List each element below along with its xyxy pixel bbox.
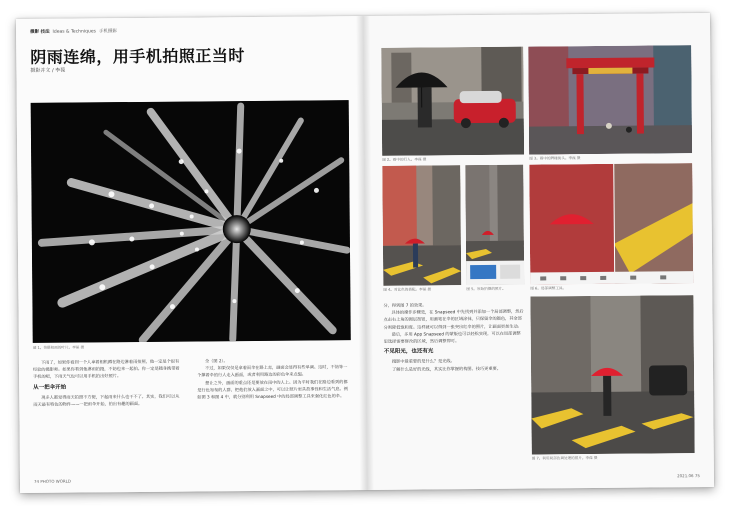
snapseed-screenshot: [465, 165, 524, 286]
paragraph: 想让之外，画面的重点还是要放在雨中的人上。因为平时我们在路边看到的都是行色匆匆的人群，把他们放入画面之中，可以让照片更具故事性和生活气息。例如图 3 和图 4 中，就分别利用 Snapseed 中的局部调整工具来强化红色的伞。: [197, 378, 348, 400]
paragraph: 分，得到图 7 的效果。: [383, 302, 427, 308]
paragraph: 全（图 2）。: [204, 358, 228, 364]
umbrella-taxi-photo: [381, 47, 524, 156]
paragraph: 最后，多用 App Snapseed 的蒙版也可以轻松实现，可以在局部调整里选择需要修改的区域，然后调整即可。: [383, 330, 521, 344]
section-heading: 从一把伞开始: [33, 384, 67, 391]
running-header: 摄影 技法 Ideas & Techniques 手机摄影: [30, 29, 117, 35]
red-umbrella-street-photo: [382, 165, 461, 286]
page-folio: 2021.06 75: [677, 473, 700, 479]
paragraph: 不过，如果仅仅是拿着雨伞在路上走，画面会显得有些单调。这时，不妨等一个撑着伞的行人走入画面，或者利用路边的彩色伞来点缀。: [197, 364, 348, 378]
red-gate-street-photo: [528, 45, 692, 154]
photo-caption: 图 5。原始拍摄的照片。: [466, 286, 506, 292]
paragraph: 摄影中最重要的是什么？是光线。: [391, 358, 455, 365]
magazine-spread: [16, 13, 714, 493]
photo-caption: 图 1。拍摄积雨的叶片。李葆 摄: [32, 345, 85, 350]
paragraph: 下雨了，如果你看到一个人拿着相机蹲在路边淋着雨拍照，他一定是个很有经验的摄影师。如果你看到他淋雨拍摄，不妨也来一起拍。你一定是随身携带着手机的吧，下雨天气也可以用手机拍出好照片。: [32, 358, 180, 380]
paragraph: 了解什么是好的光线，其实比你掌握的构图、技巧更重要。: [391, 365, 501, 372]
paragraph: 现多人都觉得雨天拍照不方便，下起雨来什么也干不了。其实，我们可以从雨天最有特色的物件——一把雨伞开始，拍出有趣的画面。: [33, 393, 180, 407]
byline: 摄影并文 / 李葆: [30, 67, 66, 74]
left-page: [16, 16, 367, 493]
text-column-3: [383, 301, 525, 373]
photo-caption: 图 7。利用局部色调处理的照片。李葆 摄: [531, 455, 598, 461]
leaf-raindrop-photo: [31, 100, 351, 343]
section-heading: 不见阳光，也还有光: [383, 348, 434, 356]
photo-caption: 图 4。对比色的搭配。李葆 摄: [383, 287, 432, 292]
crosswalk-umbrella-photo: [530, 295, 694, 454]
photo-caption: 图 3。雨中的牌楼街头。李葆 摄: [529, 156, 581, 161]
paragraph: 具体的操作步骤是，在 Snapseed 中先找到并添加一个局部调整，然后点击右上角的图层按钮，用画笔在伞的区域涂抹，只保留伞的颜色，其余部分则降低饱和度。这样就可以得到一张突出红伞的照片，让画面更加生动。: [383, 308, 524, 330]
text-column-1: [33, 358, 183, 409]
text-column-2: [197, 356, 351, 401]
photo-caption: 图 6。局部调整工具。: [530, 286, 567, 291]
page-folio: 74 PHOTO WORLD: [33, 478, 71, 484]
right-page: [363, 13, 714, 490]
article-title: 阴雨连绵，用手机拍照正当时: [30, 46, 245, 67]
mask-overlay-photo: [529, 163, 693, 284]
photo-caption: 图 2。雨中的行人。李葆 摄: [382, 157, 427, 162]
